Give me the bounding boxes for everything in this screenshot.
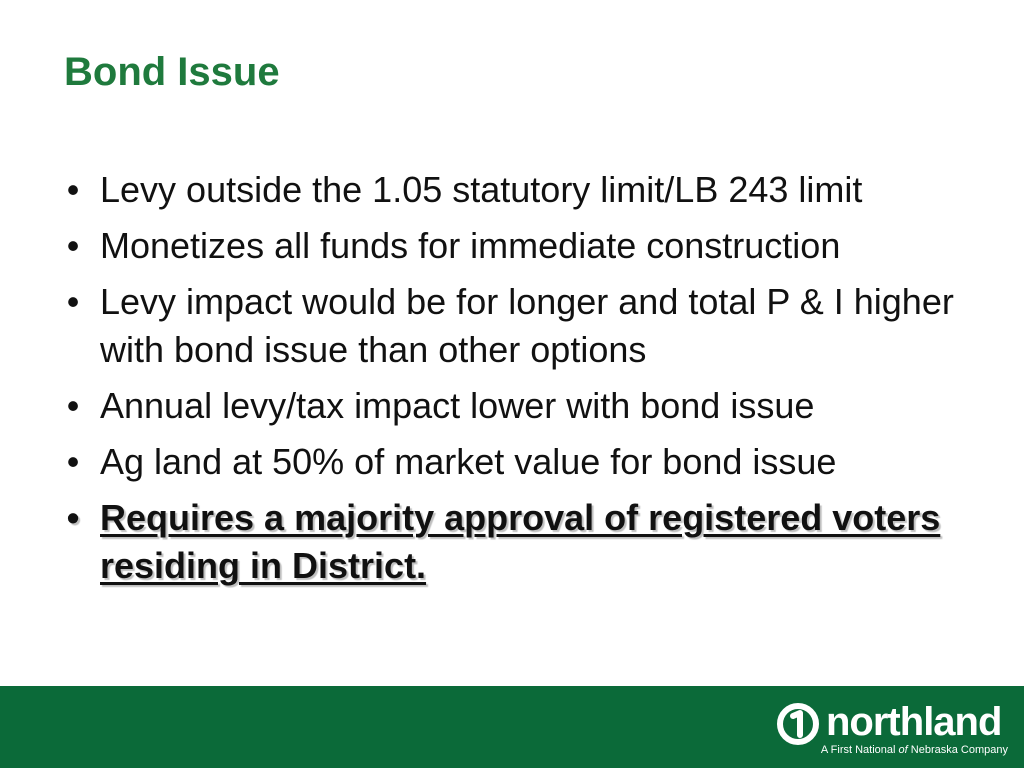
bullet-icon: • [66, 225, 80, 266]
bullet-text: Levy outside the 1.05 statutory limit/LB 243 limit [100, 169, 863, 210]
logo-tagline: A First National of Nebraska Company [820, 744, 1008, 756]
bullet-item-4 [56, 382, 976, 430]
northland-mark-icon [776, 702, 820, 746]
bullet-text: Levy impact would be for longer and total P & I higher with bond issue than other options [100, 281, 954, 370]
bullet-text: Requires a majority approval of registered voters residing in District. [100, 497, 941, 586]
bullet-icon: • [66, 385, 80, 426]
footer-band [0, 686, 1024, 768]
logo-wordmark: northland [826, 700, 1002, 744]
bullet-icon: • [66, 497, 80, 538]
northland-logo [774, 698, 1014, 764]
bullet-text: Annual levy/tax impact lower with bond issue [100, 385, 815, 426]
bullet-text: Monetizes all funds for immediate construction [100, 225, 841, 266]
bullet-list [56, 166, 976, 598]
bullet-item-3 [56, 278, 976, 374]
bullet-item-5 [56, 438, 976, 486]
bullet-icon: • [66, 281, 80, 322]
bullet-item-1 [56, 166, 976, 214]
bullet-icon: • [66, 441, 80, 482]
slide-title: Bond Issue [64, 50, 280, 94]
bullet-item-2 [56, 222, 976, 270]
bullet-icon: • [66, 169, 80, 210]
bullet-item-6 [56, 494, 976, 590]
bullet-text: Ag land at 50% of market value for bond issue [100, 441, 837, 482]
